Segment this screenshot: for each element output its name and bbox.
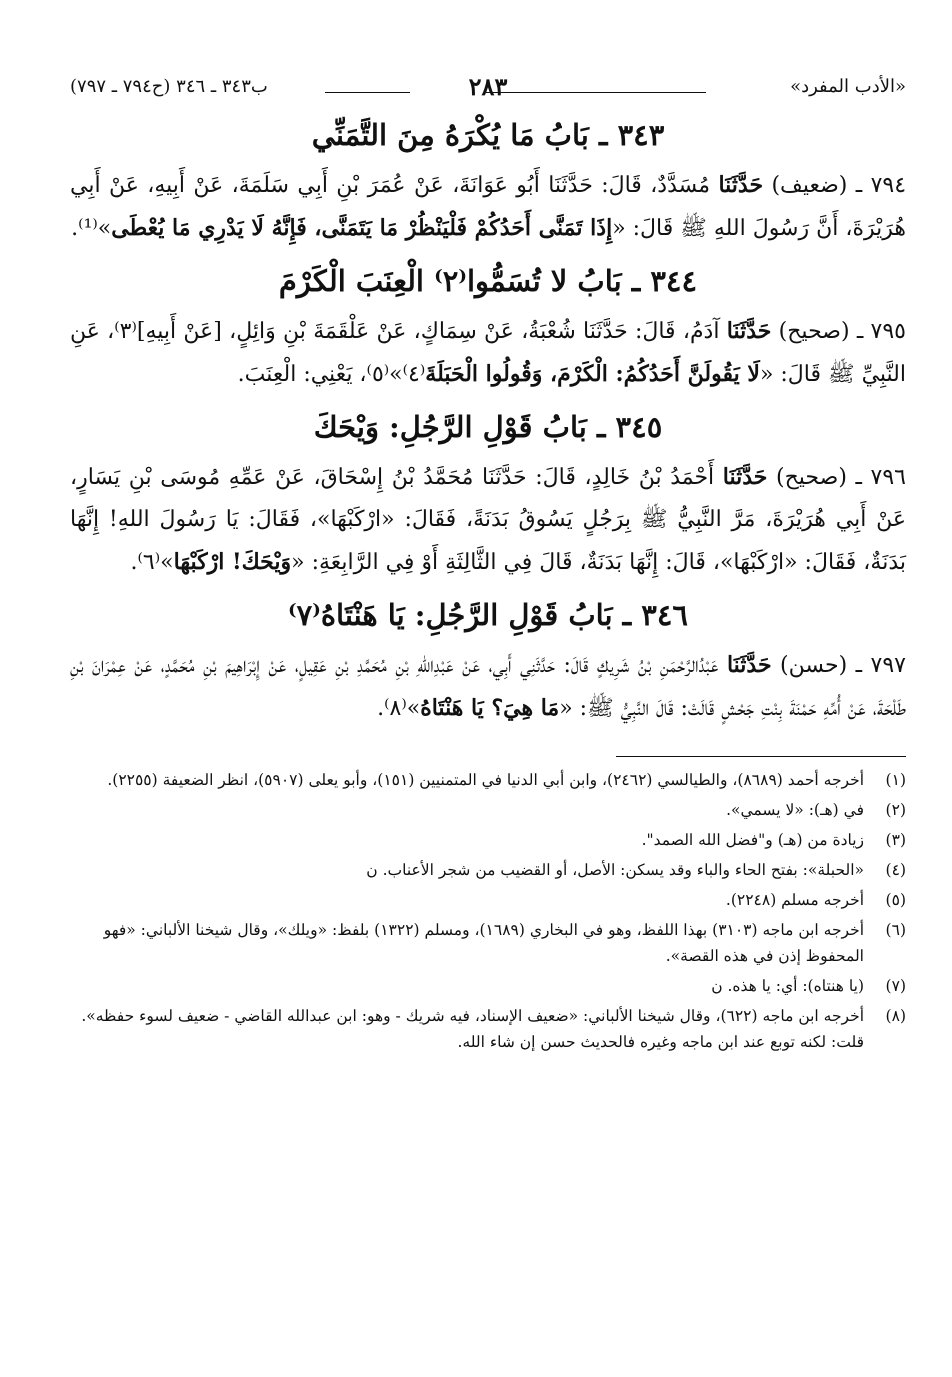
- hadith-number: ٧٩٥ ـ (صحيح): [771, 319, 906, 344]
- hadith-number: ٧٩٦ ـ (صحيح): [767, 465, 906, 490]
- isnad-text: مُسَدَّدٌ، قَالَ: حَدَّثَنَا أَبُو عَوَانَةَ، عَنْ عُمَرَ بْنِ أَبِي سَلَمَةَ، عَنْ أَبِيهِ، عَنْ أَبِي هُرَيْرَةَ، أَنَّ رَسُولَ اللهِ ﷺ قَالَ: «: [70, 173, 906, 241]
- footnote-number: (٦): [885, 921, 906, 939]
- isnad-text: عَبْدُالرَّحْمَنِ بْنُ شَرِيكٍ قَالَ: حَدَّثَنِي أَبِي، عَنْ عَبْدِاللهِ بْنِ مُحَمَّدِ بْنِ عَقِيلٍ، عَنْ إِبْرَاهِيمَ بْنِ مُحَمَّدٍ، عَنْ عِمْرَانَ بْنِ طَلْحَةَ، عَنْ أُمِّهِ حَمْنَةَ بِنْتِ جَحْشٍ قَالَتْ: قَالَ النَّبِيُّ ﷺ: «: [70, 653, 906, 721]
- page-header: [70, 70, 906, 104]
- footnote-number: (٥): [885, 891, 906, 909]
- narration-keyword: حَدَّثَنَا: [722, 464, 768, 490]
- footnote-divider: [616, 756, 906, 757]
- footnote-text: أخرجه أحمد (٨٦٨٩)، والطيالسي (٢٤٦٢)، وابن أبي الدنيا في المتمنيين (١٥١)، وأبو يعلى (٥٩٠٧)، انظر الضعيفة (٢٢٥٥).: [107, 771, 864, 789]
- reference-mark: »⁽٨⁾.: [377, 696, 421, 721]
- reference-mark: »⁽٦⁾.: [130, 550, 174, 575]
- footnote-text: «الحبلة»: بفتح الحاء والباء وقد يسكن: الأصل، أو القضيب من شجر الأعناب. ن: [366, 861, 864, 879]
- footnote-number: (٣): [885, 831, 906, 849]
- footnote-text: أخرجه ابن ماجه (٦٢٢)، وقال شيخنا الألباني: «ضعيف الإسناد، فيه شريك - وهو: ابن عبدالله القاضي - ضعيف لسوء حفظه». قلت: لكنه توبع عند ابن ماجه وغيره فالحديث حسن إن شاء الله.: [81, 1007, 864, 1051]
- narration-keyword: حَدَّثَنَا: [726, 652, 772, 678]
- book-page: [70, 70, 906, 1360]
- footnote-number: (١): [885, 771, 906, 789]
- book-title: «الأدب المفرد»: [790, 76, 906, 97]
- hadith-paragraph: [70, 456, 906, 584]
- matn-text: إِذَا تَمَنَّى أَحَدُكُمْ فَلْيَنْظُرْ مَا يَتَمَنَّى، فَإِنَّهُ لَا يَدْرِي مَا يُعْطَى: [111, 215, 613, 241]
- chapter-section: [70, 590, 906, 730]
- footnote-text: أخرجه مسلم (٢٢٤٨).: [725, 891, 864, 909]
- footnote-text: أخرجه ابن ماجه (٣١٠٣) بهذا اللفظ، وهو في البخاري (١٦٨٩)، ومسلم (١٣٢٢) بلفظ: «ويلك»، وقال شيخنا الألباني: «فهو المحفوظ إذن في هذه القصة».: [103, 921, 864, 965]
- footnote-item: [70, 973, 906, 999]
- hadith-number: ٧٩٧ ـ (حسن): [771, 653, 906, 678]
- page-number: ٢٨٣: [468, 72, 508, 101]
- chapter-title: ٣٤٦ ـ بَابُ قَوْلِ الرَّجُلِ: يَا هَنْتَاهُ⁽٧⁾: [287, 598, 688, 632]
- footnote-text: (يا هنتاه): أي: يا هذه. ن: [711, 977, 864, 995]
- chapter-section: [70, 256, 906, 396]
- reference-mark: ⁽٤⁾»⁽٥⁾، يَعْنِي: الْعِنَبَ.: [237, 362, 426, 387]
- narration-keyword: حَدَّثَنَا: [718, 172, 764, 198]
- chapter-title: ٣٤٤ ـ بَابُ لا تُسَمُّوا⁽٢⁾ الْعِنَبَ الْكَرْمَ: [278, 264, 698, 298]
- footnote-item: [70, 827, 906, 853]
- matn-text: مَا هِيَ؟ يَا هَنْتَاهُ: [420, 695, 560, 721]
- footnotes: [70, 767, 906, 1055]
- chapter-section: [70, 110, 906, 250]
- narration-keyword: حَدَّثَنَا: [726, 318, 772, 344]
- footnote-item: [70, 857, 906, 883]
- isnad-text: آدَمُ، قَالَ: حَدَّثَنَا شُعْبَةُ، عَنْ سِمَاكٍ، عَنْ عَلْقَمَةَ بْنِ وَائِلٍ، [عَنْ أَبِيهِ]⁽٣⁾، عَنِ النَّبِيِّ ﷺ قَالَ: «: [70, 319, 906, 387]
- footnote-number: (٨): [885, 1007, 906, 1025]
- footnote-item: [70, 887, 906, 913]
- chapter-title: ٣٤٣ ـ بَابُ مَا يُكْرَهُ مِنَ التَّمَنِّي: [311, 118, 665, 152]
- footnote-number: (٧): [885, 977, 906, 995]
- footnote-number: (٢): [885, 801, 906, 819]
- footnote-item: [70, 1003, 906, 1055]
- footnote-text: زيادة من (هـ) و"فضل الله الصمد".: [641, 831, 864, 849]
- chapter-section: [70, 402, 906, 584]
- hadith-paragraph: [70, 644, 906, 730]
- footnote-text: في (هـ): «لا يسمي».: [726, 801, 864, 819]
- chapter-title: ٣٤٥ ـ بَابُ قَوْلِ الرَّجُلِ: وَيْحَكَ: [313, 410, 663, 444]
- footnote-item: [70, 917, 906, 969]
- hadith-paragraph: [70, 310, 906, 396]
- reference-mark: »⁽¹⁾.: [71, 216, 112, 241]
- footnote-item: [70, 797, 906, 823]
- header-rule-left: [325, 92, 410, 93]
- footnote-number: (٤): [885, 861, 906, 879]
- matn-text: لَا يَقُولَنَّ أَحَدُكُمُ: الْكَرْمَ، وَقُولُوا الْحَبَلَةَ: [425, 361, 760, 387]
- hadith-paragraph: [70, 164, 906, 250]
- matn-text: وَيْحَكَ! ارْكَبْهَا: [173, 549, 292, 575]
- chapter-range: ب٣٤٣ ـ ٣٤٦ (ح٧٩٤ ـ ٧٩٧): [70, 76, 268, 97]
- footnote-item: [70, 767, 906, 793]
- isnad-text: أَحْمَدُ بْنُ خَالِدٍ، قَالَ: حَدَّثَنَا مُحَمَّدُ بْنُ إِسْحَاقَ، عَنْ عَمِّهِ مُوسَى بْنِ يَسَارٍ، عَنْ أَبِي هُرَيْرَةَ، مَرَّ النَّبِيُّ ﷺ بِرَجُلٍ يَسُوقُ بَدَنَةً، فَقَالَ: «ارْكَبْهَا»، فَقَالَ: يَا رَسُولَ اللهِ! إِنَّهَا بَدَنَةٌ، فَقَالَ: «ارْكَبْهَا»، قَالَ: إِنَّهَا بَدَنَةٌ، قَالَ فِي الثَّالِثَةِ أَوْ فِي الرَّابِعَةِ: «: [70, 465, 906, 575]
- hadith-number: ٧٩٤ ـ (ضعيف): [763, 173, 907, 198]
- header-rule-right: [486, 92, 706, 93]
